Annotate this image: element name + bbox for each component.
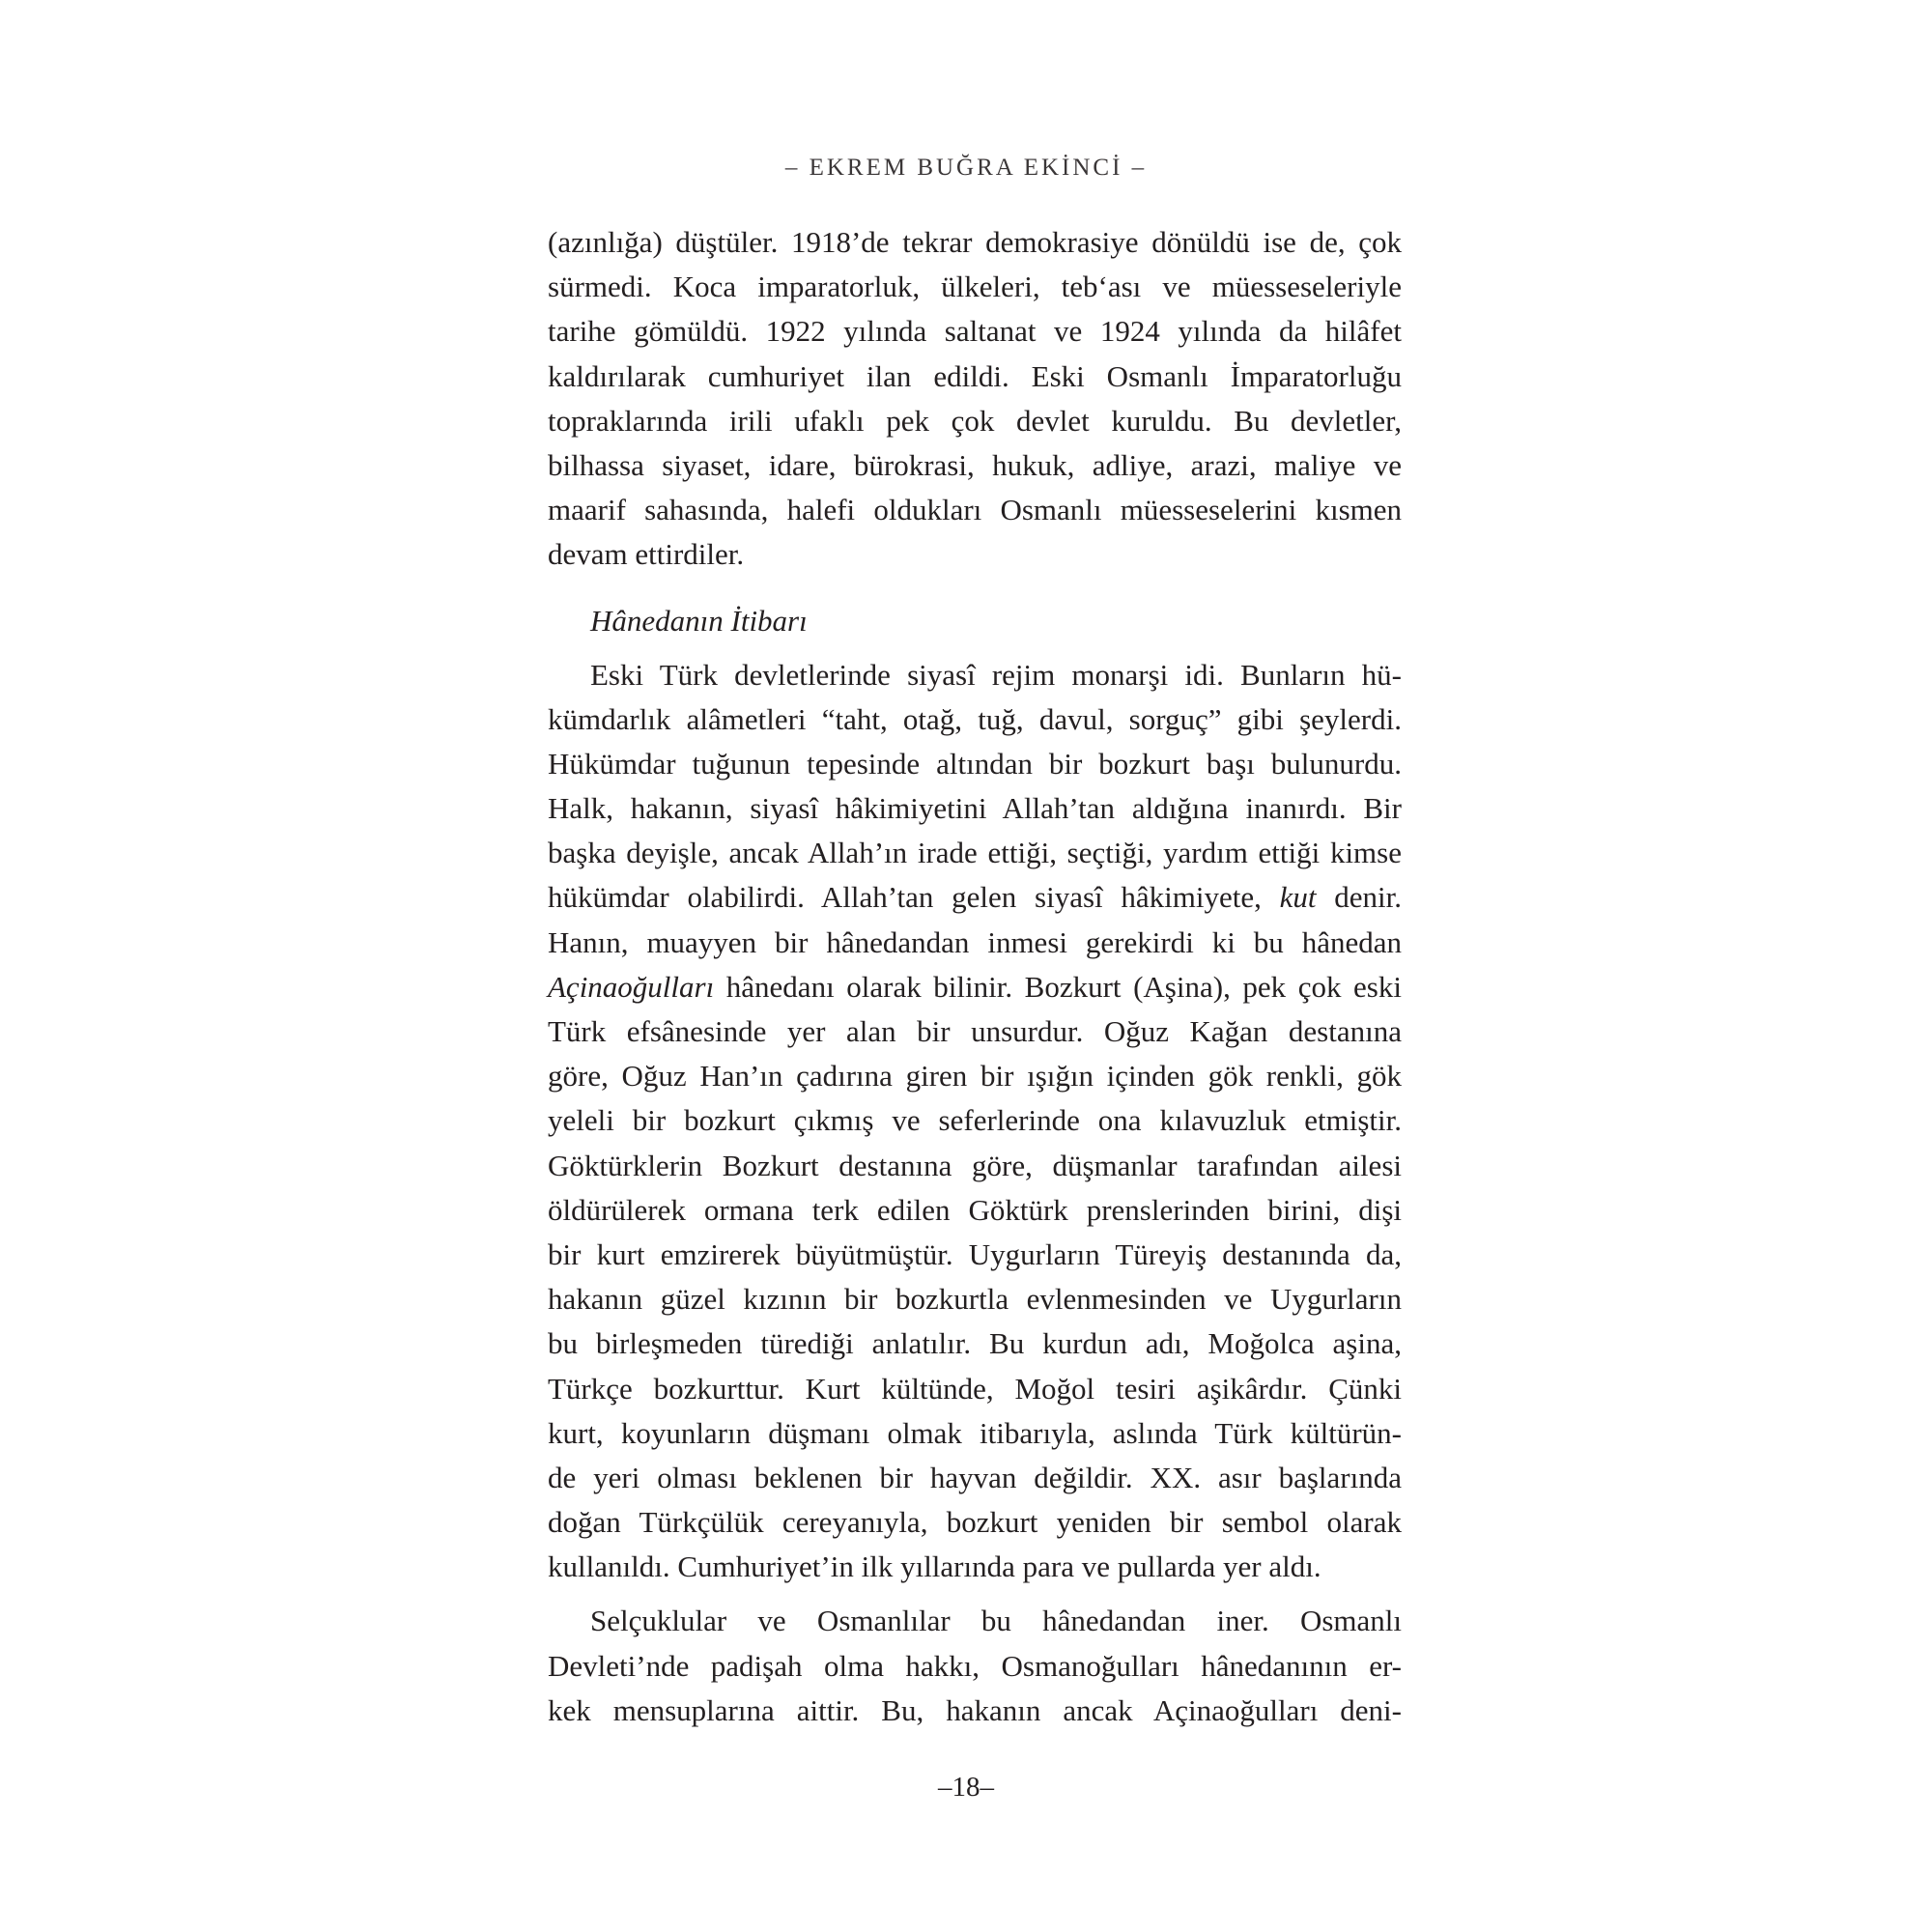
text-line: de yeri olması beklenen bir hayvan değildir. XX. asır başlarında: [548, 1460, 1402, 1494]
paragraph: [548, 1599, 1402, 1733]
text-line: bilhassa siyaset, idare, bürokrasi, hukuk, adliye, arazi, maliye ve: [548, 447, 1402, 482]
section-heading: Hânedanın İtibarı: [590, 603, 808, 638]
text-line: tarihe gömüldü. 1922 yılında saltanat ve 1924 yılında da hilâfet: [548, 314, 1402, 349]
text-line: Göktürklerin Bozkurt destanına göre, düşmanlar tarafından ailesi: [548, 1148, 1402, 1182]
text-line: yeleli bir bozkurt çıkmış ve seferlerinde ona kılavuzluk etmiştir.: [548, 1103, 1402, 1138]
text-line: hakanın güzel kızının bir bozkurtla evlenmesinden ve Uygurların: [548, 1282, 1402, 1317]
text-line: Türk efsânesinde yer alan bir unsurdur. Oğuz Kağan destanına: [548, 1014, 1402, 1048]
text-line: bu birleşmeden türediği anlatılır. Bu kurdun adı, Moğolca aşina,: [548, 1326, 1402, 1361]
text-line: kümdarlık alâmetleri “taht, otağ, tuğ, davul, sorguç” gibi şeylerdi.: [548, 701, 1402, 736]
italic-term: Açinaoğulları: [548, 969, 715, 1004]
text-line: kek mensuplarına aittir. Bu, hakanın ancak Açinaoğulları deni-: [548, 1692, 1402, 1727]
text-line: öldürülerek ormana terk edilen Göktürk prenslerinden birini, dişi: [548, 1192, 1402, 1227]
text-line: Eski Türk devletlerinde siyasî rejim monarşi idi. Bunların hü-: [590, 657, 1402, 692]
page-number: –18–: [938, 1772, 994, 1803]
paragraph: [548, 220, 1402, 578]
text-line: topraklarında irili ufaklı pek çok devlet kuruldu. Bu devletler,: [548, 403, 1402, 438]
paragraph: [548, 653, 1402, 1590]
text-line: bir kurt emzirerek büyütmüştür. Uygurların Türeyiş destanında da,: [548, 1236, 1402, 1271]
text-line: kullanıldı. Cumhuriyet’in ilk yıllarında para ve pullarda yer aldı.: [548, 1549, 1321, 1584]
running-head: – EKREM BUĞRA EKİNCİ –: [784, 155, 1148, 181]
text-line: Hükümdar tuğunun tepesinde altından bir bozkurt başı bulunurdu.: [548, 746, 1402, 781]
text-span: hânedanı olarak bilinir. Bozkurt (Aşina), pek çok eski: [714, 969, 1402, 1004]
text-line: Hanın, muayyen bir hânedandan inmesi gerekirdi ki bu hânedan: [548, 924, 1402, 959]
text-line: Devleti’nde padişah olma hakkı, Osmanoğulları hânedanının er-: [548, 1648, 1402, 1683]
text-line: maarif sahasında, halefi oldukları Osmanlı müesseselerini kısmen: [548, 493, 1402, 527]
text-line: başka deyişle, ancak Allah’ın irade ettiği, seçtiği, yardım ettiği kimse: [548, 836, 1402, 870]
paragraph-gap: [548, 1589, 1402, 1599]
text-line: Selçuklular ve Osmanlılar bu hânedandan iner. Osmanlı: [590, 1604, 1402, 1638]
text-line: [548, 965, 1402, 1009]
italic-term: kut: [1279, 880, 1317, 915]
text-line: kurt, koyunların düşmanı olmak itibarıyla, aslında Türk kültürün-: [548, 1415, 1402, 1450]
text-line: Halk, hakanın, siyasî hâkimiyetini Allah’tan aldığına inanırdı. Bir: [548, 791, 1402, 826]
text-line: devam ettirdiler.: [548, 537, 745, 572]
text-line: sürmedi. Koca imparatorluk, ülkeleri, teb‘ası ve müesseseleriyle: [548, 270, 1402, 304]
text-line: Türkçe bozkurttur. Kurt kültünde, Moğol tesiri aşikârdır. Çünki: [548, 1371, 1402, 1406]
body-text: [548, 220, 1402, 1733]
text-line: (azınlığa) düştüler. 1918’de tekrar demokrasiye dönüldü ise de, çok: [548, 225, 1402, 259]
text-line: doğan Türkçülük cereyanıyla, bozkurt yeniden bir sembol olarak: [548, 1505, 1402, 1540]
text-span: denir.: [1316, 880, 1402, 915]
text-line: kaldırılarak cumhuriyet ilan edildi. Eski Osmanlı İmparatorluğu: [548, 358, 1402, 393]
text-line: [548, 875, 1402, 920]
text-span: hükümdar olabilirdi. Allah’tan gelen siyasî hâkimiyete,: [548, 880, 1280, 915]
text-line: göre, Oğuz Han’ın çadırına giren bir ışığın içinden gök renkli, gök: [548, 1059, 1402, 1094]
